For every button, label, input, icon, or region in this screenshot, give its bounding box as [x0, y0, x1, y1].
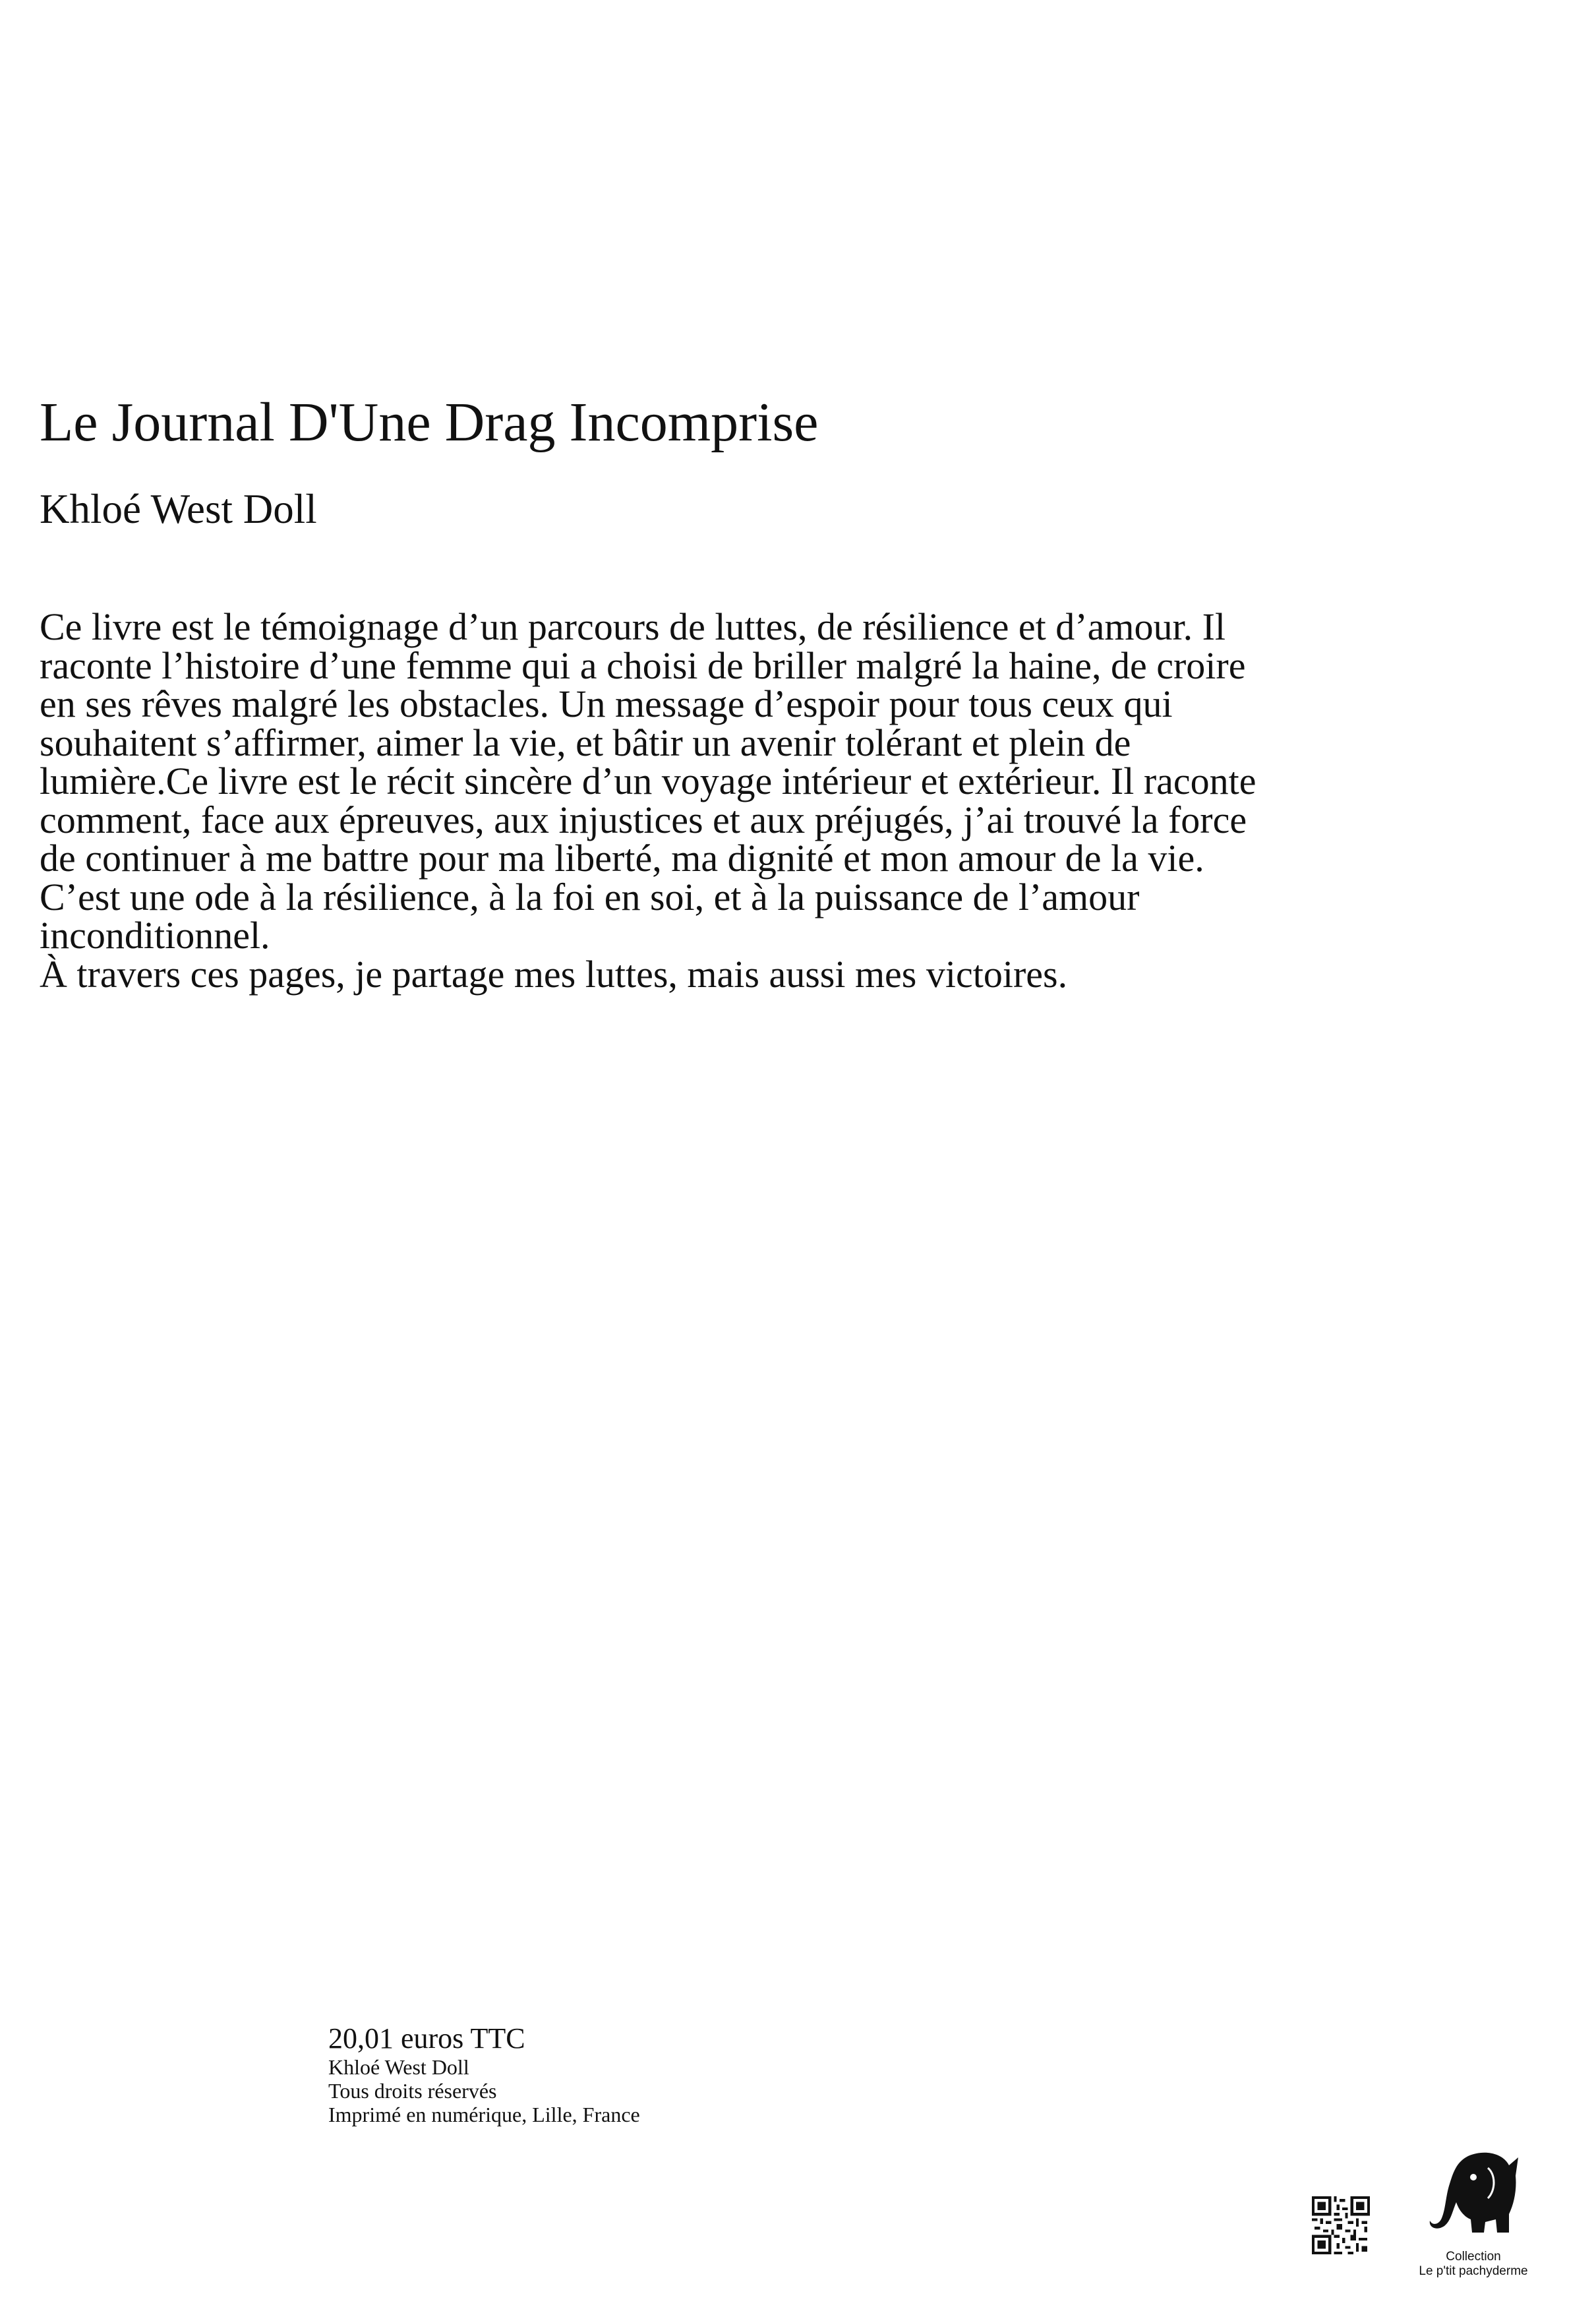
- imprint-author: Khloé West Doll: [328, 2055, 469, 2079]
- price: 20,01 euros TTC: [328, 2022, 525, 2055]
- blurb-paragraph: Ce livre est le témoignage d’un parcours de luttes, de résilience et d’amour. Il raconte l’histoire d’une femme qui a choisi de briller malgré la haine, de croire en ses rêves malgré les obstacles. Un message d’espoir pour tous ceux qui souhaitent s’affirmer, aimer la vie, et bâtir un avenir tolérant et plein de lumière.Ce livre est le récit sincère d’un voyage intérieur et extérieur. Il raconte comment, face aux épreuves, aux injustices et aux préjugés, j’ai trouvé la force de continuer à me battre pour ma liberté, ma dignité et mon amour de la vie. C’est une ode à la résilience, à la foi en soi, et à la puissance de l’amour inconditionnel.: [40, 605, 1256, 957]
- collection-name: Le p'tit pachyderme: [1419, 2264, 1528, 2278]
- rights-notice: Tous droits réservés: [328, 2079, 497, 2103]
- book-title: Le Journal D'Une Drag Incomprise: [40, 392, 819, 453]
- print-location: Imprimé en numérique, Lille, France: [328, 2103, 640, 2126]
- elephant-icon: [1427, 2148, 1520, 2247]
- collection-label: [1384, 2250, 1562, 2279]
- collection-caption: Collection: [1446, 2250, 1501, 2264]
- blurb-paragraph: À travers ces pages, je partage mes luttes, mais aussi mes victoires.: [40, 952, 1068, 996]
- imprint-block: [328, 2022, 640, 2126]
- book-author: Khloé West Doll: [40, 486, 317, 532]
- book-blurb: [40, 605, 1266, 996]
- qr-code-icon: [1312, 2196, 1370, 2254]
